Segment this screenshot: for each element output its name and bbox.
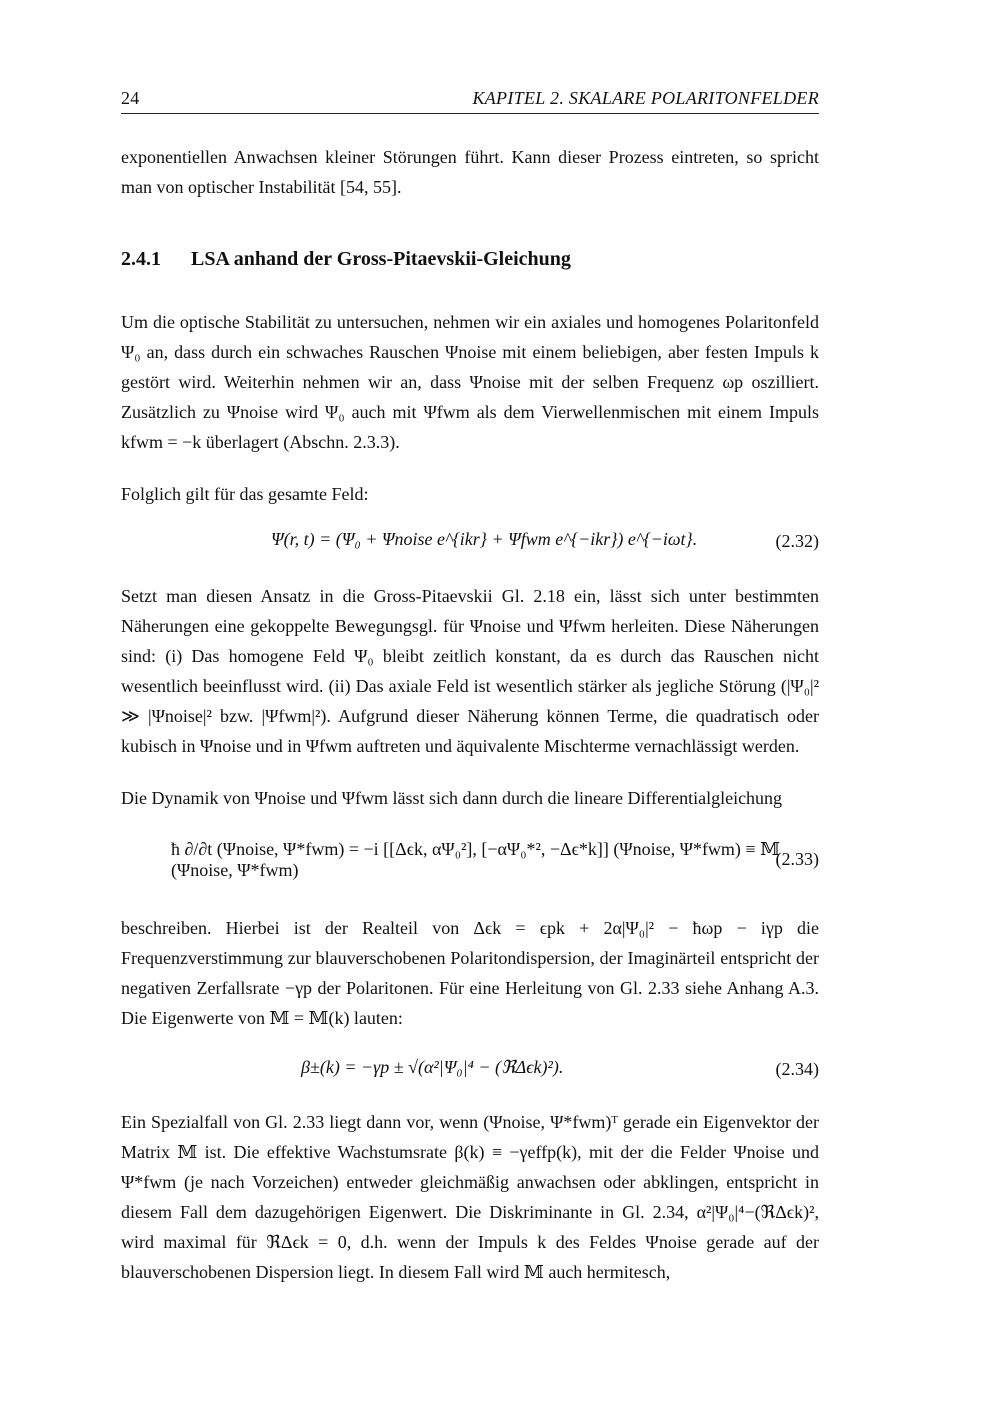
equation-2-32-body: Ψ(r, t) = (Ψ₀ + Ψnoise e^{ikr} + Ψfwm e^{−ikr}) e^{−iωt}. [271,529,698,549]
paragraph-6: Ein Spezialfall von Gl. 2.33 liegt dann vor, wenn (Ψnoise, Ψ*fwm)ᵀ gerade ein Eigenvektor der Matrix 𝕄 ist. Die effektive Wachstumsrate β(k) ≡ −γeffp(k), mit der die Felder Ψnoise und Ψ*fwm (je nach Vorzeichen) entweder gleichmäßig anwachsen oder abklingen, entspricht in diesem Fall dem dazugehörigen Eigenwert. Die Diskriminante in Gl. 2.34, α²|Ψ₀|⁴−(ℜΔϵk)², wird maximal für ℜΔϵk = 0, d.h. wenn der Impuls k des Feldes Ψnoise gerade auf der blauverschobenen Dispersion liegt. In diesem Fall wird 𝕄 auch hermitesch, [121,1112,819,1282]
paragraph-5: beschreiben. Hierbei ist der Realteil von Δϵk = ϵpk + 2α|Ψ₀|² − ħωp − iγp die Frequenzverstimmung zur blauverschobenen Polaritondispersion, der Imaginärteil entspricht der negativen Zerfallsrate −γp der Polaritonen. Für eine Herleitung von Gl. 2.33 siehe Anhang A.3. Die Eigenwerte von 𝕄 = 𝕄(k) lauten: [121,918,819,1028]
equation-2-33-body: ħ ∂/∂t (Ψnoise, Ψ*fwm) = −i [[Δϵk, αΨ₀²], [−αΨ₀*², −Δϵ*k]] (Ψnoise, Ψ*fwm) ≡ 𝕄 (Ψnoise, Ψ*fwm) [171,839,781,880]
equation-2-34 [121,1045,819,1095]
equation-2-33 [121,821,819,903]
paragraph-1: Um die optische Stabilität zu untersuchen, nehmen wir ein axiales und homogenes Polaritonfeld Ψ₀ an, dass durch ein schwaches Rauschen Ψnoise mit einem beliebigen, aber festen Impuls k gestört wird. Weiterhin nehmen wir an, dass Ψnoise mit der selben Frequenz ωp oszilliert. Zusätzlich zu Ψnoise wird Ψ₀ auch mit Ψfwm als dem Vierwellenmischen mit einem Impuls kfwm = −k überlagert (Abschn. 2.3.3). [121,312,819,452]
section-number: 2.4.1 [121,248,161,270]
paragraph-2: Folglich gilt für das gesamte Feld: [121,484,369,504]
section-title: LSA anhand der Gross-Pitaevskii-Gleichung [191,248,571,270]
page-header [121,88,819,114]
paragraph-3: Setzt man diesen Ansatz in die Gross-Pitaevskii Gl. 2.18 ein, lässt sich unter bestimmten Näherungen eine gekoppelte Bewegungsgl. für Ψnoise und Ψfwm herleiten. Diese Näherungen sind: (i) Das homogene Feld Ψ₀ bleibt zeitlich konstant, da es durch das Rauschen nicht wesentlich beeinflusst wird. (ii) Das axiale Feld ist wesentlich stärker als jegliche Störung (|Ψ₀|² ≫ |Ψnoise|² bzw. |Ψfwm|²). Aufgrund dieser Näherung können Terme, die quadratisch oder kubisch in Ψnoise und in Ψfwm auftreten und äquivalente Mischterme vernachlässigt werden. [121,586,819,756]
page-number: 24 [121,88,140,108]
equation-2-32 [121,519,819,567]
paragraph-4: Die Dynamik von Ψnoise und Ψfwm lässt sich dann durch die lineare Differentialgleichung [121,788,783,808]
paragraph-0: exponentiellen Anwachsen kleiner Störungen führt. Kann dieser Prozess eintreten, so spricht man von optischer Instabilität [54, 55]. [121,147,819,197]
equation-2-34-body: β±(k) = −γp ± √(α²|Ψ₀|⁴ − (ℜΔϵk)²). [301,1057,564,1077]
section-heading [121,248,819,271]
page [121,88,819,1287]
equation-2-32-number: (2.32) [775,531,819,551]
equation-2-33-number: (2.33) [775,849,819,869]
equation-2-34-number: (2.34) [775,1059,819,1079]
running-head: KAPITEL 2. SKALARE POLARITONFELDER [472,88,819,108]
